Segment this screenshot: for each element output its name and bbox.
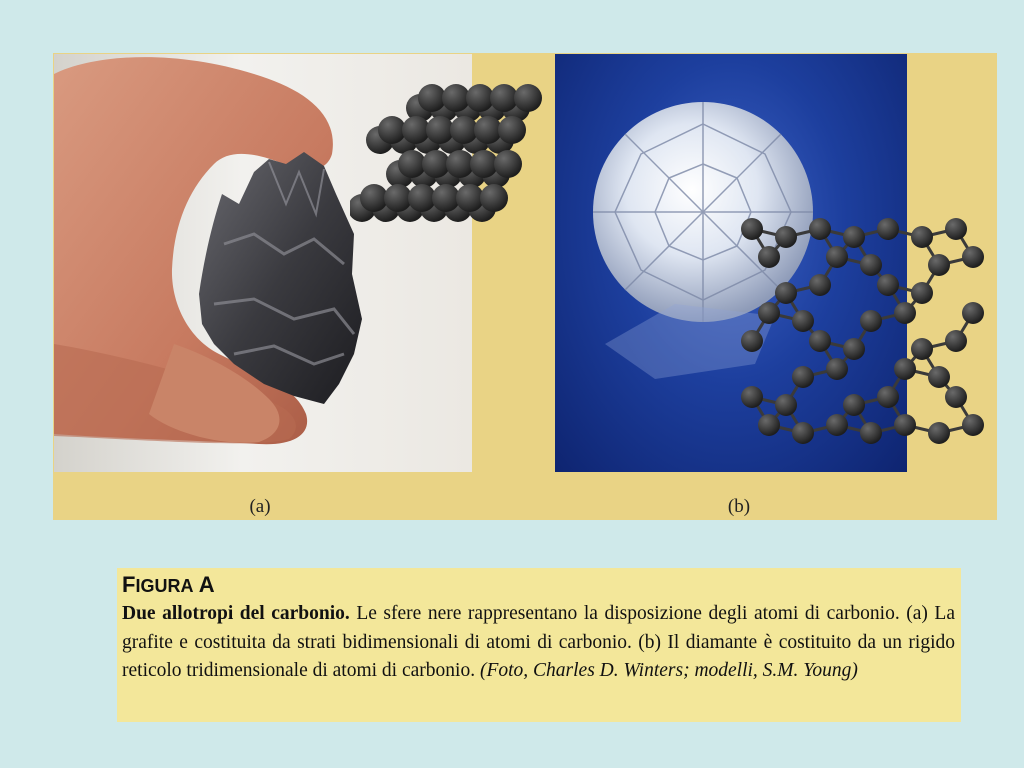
- diamond-atom: [945, 386, 967, 408]
- diamond-atom: [911, 338, 933, 360]
- diamond-atom: [792, 366, 814, 388]
- diamond-atom: [945, 218, 967, 240]
- diamond-atom: [809, 218, 831, 240]
- diamond-atom: [860, 422, 882, 444]
- caption-title-letter: A: [198, 572, 215, 597]
- diamond-atom: [894, 358, 916, 380]
- diamond-atom: [758, 414, 780, 436]
- graphite-atom: [398, 150, 426, 178]
- diamond-atom: [741, 330, 763, 352]
- diamond-atom: [877, 386, 899, 408]
- diamond-atom: [758, 302, 780, 324]
- diamond-atom: [860, 254, 882, 276]
- diamond-atom: [928, 422, 950, 444]
- graphite-atom: [466, 84, 494, 112]
- caption-title-initial: F: [122, 572, 136, 597]
- graphite-atom-model: [350, 78, 550, 238]
- graphite-atom: [432, 184, 460, 212]
- diamond-atom-model: [732, 217, 1002, 467]
- graphite-atom: [480, 184, 508, 212]
- diamond-atom: [792, 422, 814, 444]
- graphite-atom: [384, 184, 412, 212]
- caption-title: [122, 570, 955, 598]
- graphite-atom: [360, 184, 388, 212]
- graphite-atom: [442, 84, 470, 112]
- graphite-atom: [456, 184, 484, 212]
- graphite-atom: [470, 150, 498, 178]
- diamond-atom: [775, 394, 797, 416]
- graphite-atom: [514, 84, 542, 112]
- diamond-atom: [962, 302, 984, 324]
- diamond-atom: [962, 414, 984, 436]
- diamond-atom: [877, 218, 899, 240]
- diamond-atom: [843, 226, 865, 248]
- caption-credit: (Foto, Charles D. Winters; modelli, S.M. Young): [479, 660, 858, 681]
- diamond-atom: [928, 254, 950, 276]
- graphite-atom: [494, 150, 522, 178]
- caption-title-rest: IGURA: [135, 576, 194, 596]
- diamond-atom: [741, 218, 763, 240]
- graphite-atom: [446, 150, 474, 178]
- diamond-atom: [843, 338, 865, 360]
- diamond-atom: [826, 414, 848, 436]
- graphite-atom: [426, 116, 454, 144]
- diamond-atom: [809, 274, 831, 296]
- graphite-atom: [378, 116, 406, 144]
- diamond-atom: [775, 282, 797, 304]
- caption-text: [122, 600, 955, 686]
- graphite-atom: [418, 84, 446, 112]
- diamond-atom: [809, 330, 831, 352]
- figure-label-b: (b): [727, 496, 751, 517]
- graphite-atom: [402, 116, 430, 144]
- graphite-atom: [450, 116, 478, 144]
- diamond-atom: [775, 226, 797, 248]
- diamond-atom: [826, 358, 848, 380]
- diamond-atom: [826, 246, 848, 268]
- diamond-atom: [911, 226, 933, 248]
- diamond-atom: [860, 310, 882, 332]
- diamond-atom: [877, 274, 899, 296]
- diamond-atom: [894, 302, 916, 324]
- graphite-atom: [498, 116, 526, 144]
- graphite-atom: [422, 150, 450, 178]
- diamond-atom: [894, 414, 916, 436]
- diamond-atom: [741, 386, 763, 408]
- caption-lead: Due allotropi del carbonio.: [122, 603, 350, 624]
- diamond-atom: [928, 366, 950, 388]
- diamond-atom: [962, 246, 984, 268]
- diamond-atom: [945, 330, 967, 352]
- diamond-atom: [792, 310, 814, 332]
- diamond-atom: [843, 394, 865, 416]
- graphite-atom: [490, 84, 518, 112]
- graphite-atom: [408, 184, 436, 212]
- figure-label-a: (a): [249, 496, 271, 517]
- caption-body: Le sfere nere rappresentano la disposizione degli atomi di carbonio. (a) La grafite e costituita da strati bidimensionali di atomi di carbonio. (b) Il diamante è costituito da un rigido reticolo tridimensionale di atomi di carbonio.: [122, 603, 956, 681]
- figure-caption: [117, 568, 961, 722]
- diamond-atom: [911, 282, 933, 304]
- graphite-atom: [474, 116, 502, 144]
- figure-panel: [53, 53, 997, 520]
- diamond-atom: [758, 246, 780, 268]
